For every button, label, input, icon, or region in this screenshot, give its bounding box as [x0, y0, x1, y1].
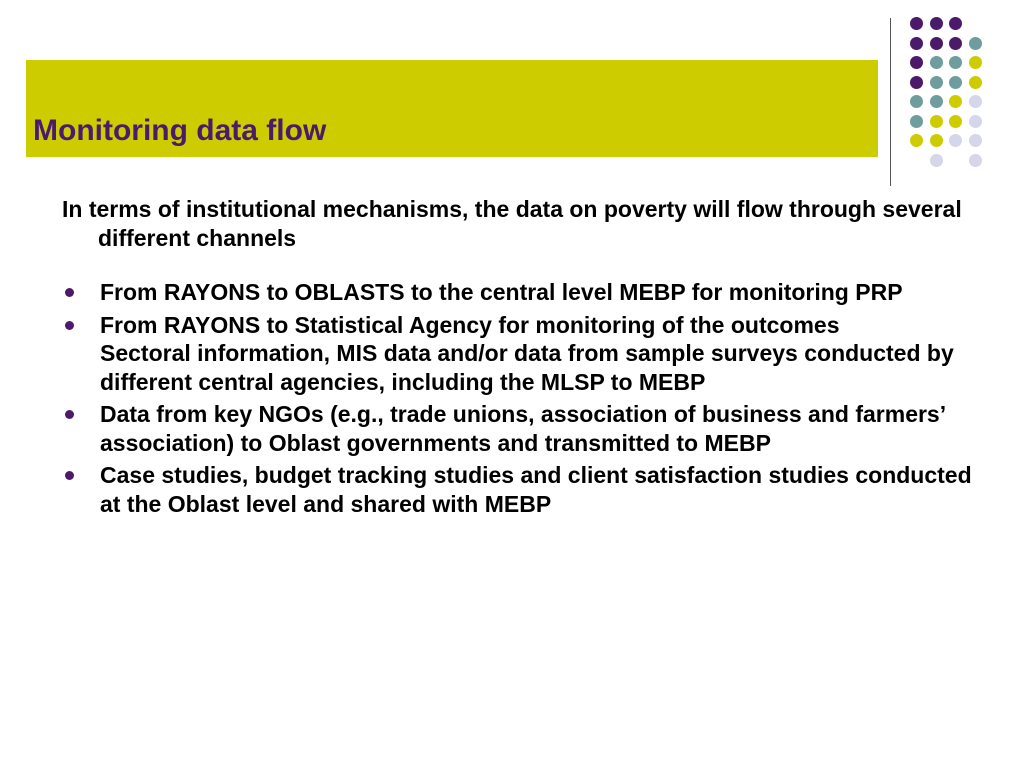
bullet-item	[62, 461, 982, 518]
bullet-item	[62, 311, 982, 397]
decorative-dot	[910, 134, 923, 147]
decorative-dot	[910, 17, 923, 30]
decorative-dot	[910, 76, 923, 89]
decorative-dot	[949, 134, 962, 147]
decorative-dot	[910, 115, 923, 128]
decorative-dot	[969, 56, 982, 69]
decorative-dot	[910, 37, 923, 50]
decorative-dot	[930, 115, 943, 128]
bullet-dot-icon	[65, 471, 74, 480]
decorative-dot	[969, 76, 982, 89]
decorative-dot	[949, 17, 962, 30]
decorative-dot	[969, 154, 982, 167]
bullet-text: Data from key NGOs (e.g., trade unions, association of business and farmers’ association) to Oblast governments and transmitted to MEBP	[100, 401, 945, 456]
decorative-dot	[949, 56, 962, 69]
vertical-divider	[890, 18, 891, 186]
bullet-item	[62, 278, 982, 307]
decorative-dot	[930, 56, 943, 69]
slide-title: Monitoring data flow	[33, 114, 327, 147]
bullet-text: From RAYONS to Statistical Agency for monitoring of the outcomes	[100, 311, 840, 338]
intro-paragraph: In terms of institutional mechanisms, the data on poverty will flow through several different channels	[62, 196, 962, 251]
decorative-dot	[969, 95, 982, 108]
bullet-item	[62, 400, 982, 457]
decorative-dot	[969, 37, 982, 50]
decorative-dot	[969, 134, 982, 147]
decorative-dot	[910, 95, 923, 108]
decorative-dot	[930, 17, 943, 30]
decorative-dot	[930, 37, 943, 50]
bullet-text: Sectoral information, MIS data and/or data from sample surveys conducted by different central agencies, including the MLSP to MEBP	[100, 340, 954, 395]
bullet-text: Case studies, budget tracking studies and client satisfaction studies conducted at the Oblast level and shared with MEBP	[100, 462, 972, 517]
bullet-dot-icon	[65, 321, 74, 330]
decorative-dot	[930, 134, 943, 147]
bullet-list	[62, 278, 982, 518]
decorative-dot	[969, 115, 982, 128]
decorative-dot	[949, 37, 962, 50]
slide-body	[62, 195, 982, 522]
decorative-dot	[949, 76, 962, 89]
decorative-dot	[930, 95, 943, 108]
decorative-dot	[930, 154, 943, 167]
decorative-dot	[910, 56, 923, 69]
bullet-text: From RAYONS to OBLASTS to the central level MEBP for monitoring PRP	[100, 279, 903, 305]
decorative-dot	[949, 95, 962, 108]
bullet-dot-icon	[65, 410, 74, 419]
decorative-dot	[949, 115, 962, 128]
decorative-dot	[930, 76, 943, 89]
bullet-dot-icon	[65, 288, 74, 297]
